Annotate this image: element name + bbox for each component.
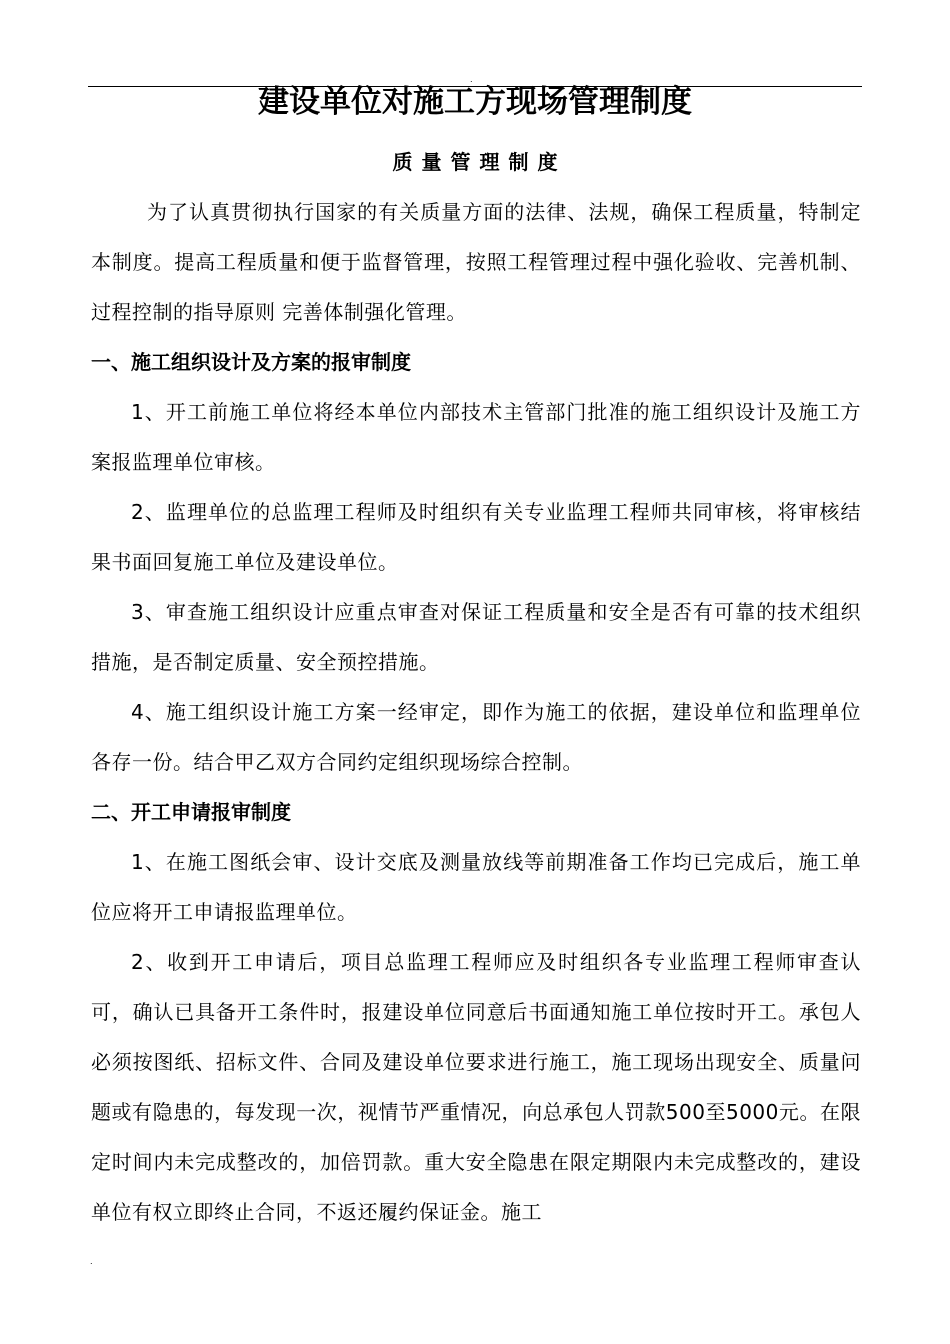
section-heading-2: 二、开工申请报审制度	[91, 800, 291, 824]
header-mark: .	[470, 75, 473, 84]
document-title: 建设单位对施工方现场管理制度	[258, 84, 692, 120]
intro-paragraph: 为了认真贯彻执行国家的有关质量方面的法律、法规，确保工程质量，特制定本制度。提高工程质量和便于监督管理，按照工程管理过程中强化验收、完善机制、过程控制的指导原则 完善体制强化管理。	[91, 200, 861, 324]
section-heading-1: 一、施工组织设计及方案的报审制度	[91, 350, 411, 374]
section2-item-2: 2、收到开工申请后，项目总监理工程师应及时组织各专业监理工程师审查认可，确认已具备开工条件时，报建设单位同意后书面通知施工单位按时开工。承包人必须按图纸、招标文件、合同及建设单位要求进行施工，施工现场出现安全、质量问题或有隐患的，每发现一次，视情节严重情况，向总承包人罚款500至5000元。在限定时间内未完成整改的，加倍罚款。重大安全隐患在限定期限内未完成整改的，建设单位有权立即终止合同，不返还履约保证金。施工	[91, 950, 861, 1224]
document-subtitle: 质量管理制度	[392, 150, 567, 174]
footer-mark: .	[90, 1257, 93, 1266]
section1-item-4: 4、施工组织设计施工方案一经审定，即作为施工的依据，建设单位和监理单位各存一份。结合甲乙双方合同约定组织现场综合控制。	[91, 700, 861, 774]
section1-item-3: 3、审查施工组织设计应重点审查对保证工程质量和安全是否有可靠的技术组织措施，是否制定质量、安全预控措施。	[91, 600, 861, 674]
section1-item-2: 2、监理单位的总监理工程师及时组织有关专业监理工程师共同审核，将审核结果书面回复施工单位及建设单位。	[91, 500, 861, 574]
section1-item-1: 1、开工前施工单位将经本单位内部技术主管部门批准的施工组织设计及施工方案报监理单位审核。	[91, 400, 861, 474]
section2-item-1: 1、在施工图纸会审、设计交底及测量放线等前期准备工作均已完成后，施工单位应将开工申请报监理单位。	[91, 850, 861, 924]
document-body	[91, 187, 861, 1237]
